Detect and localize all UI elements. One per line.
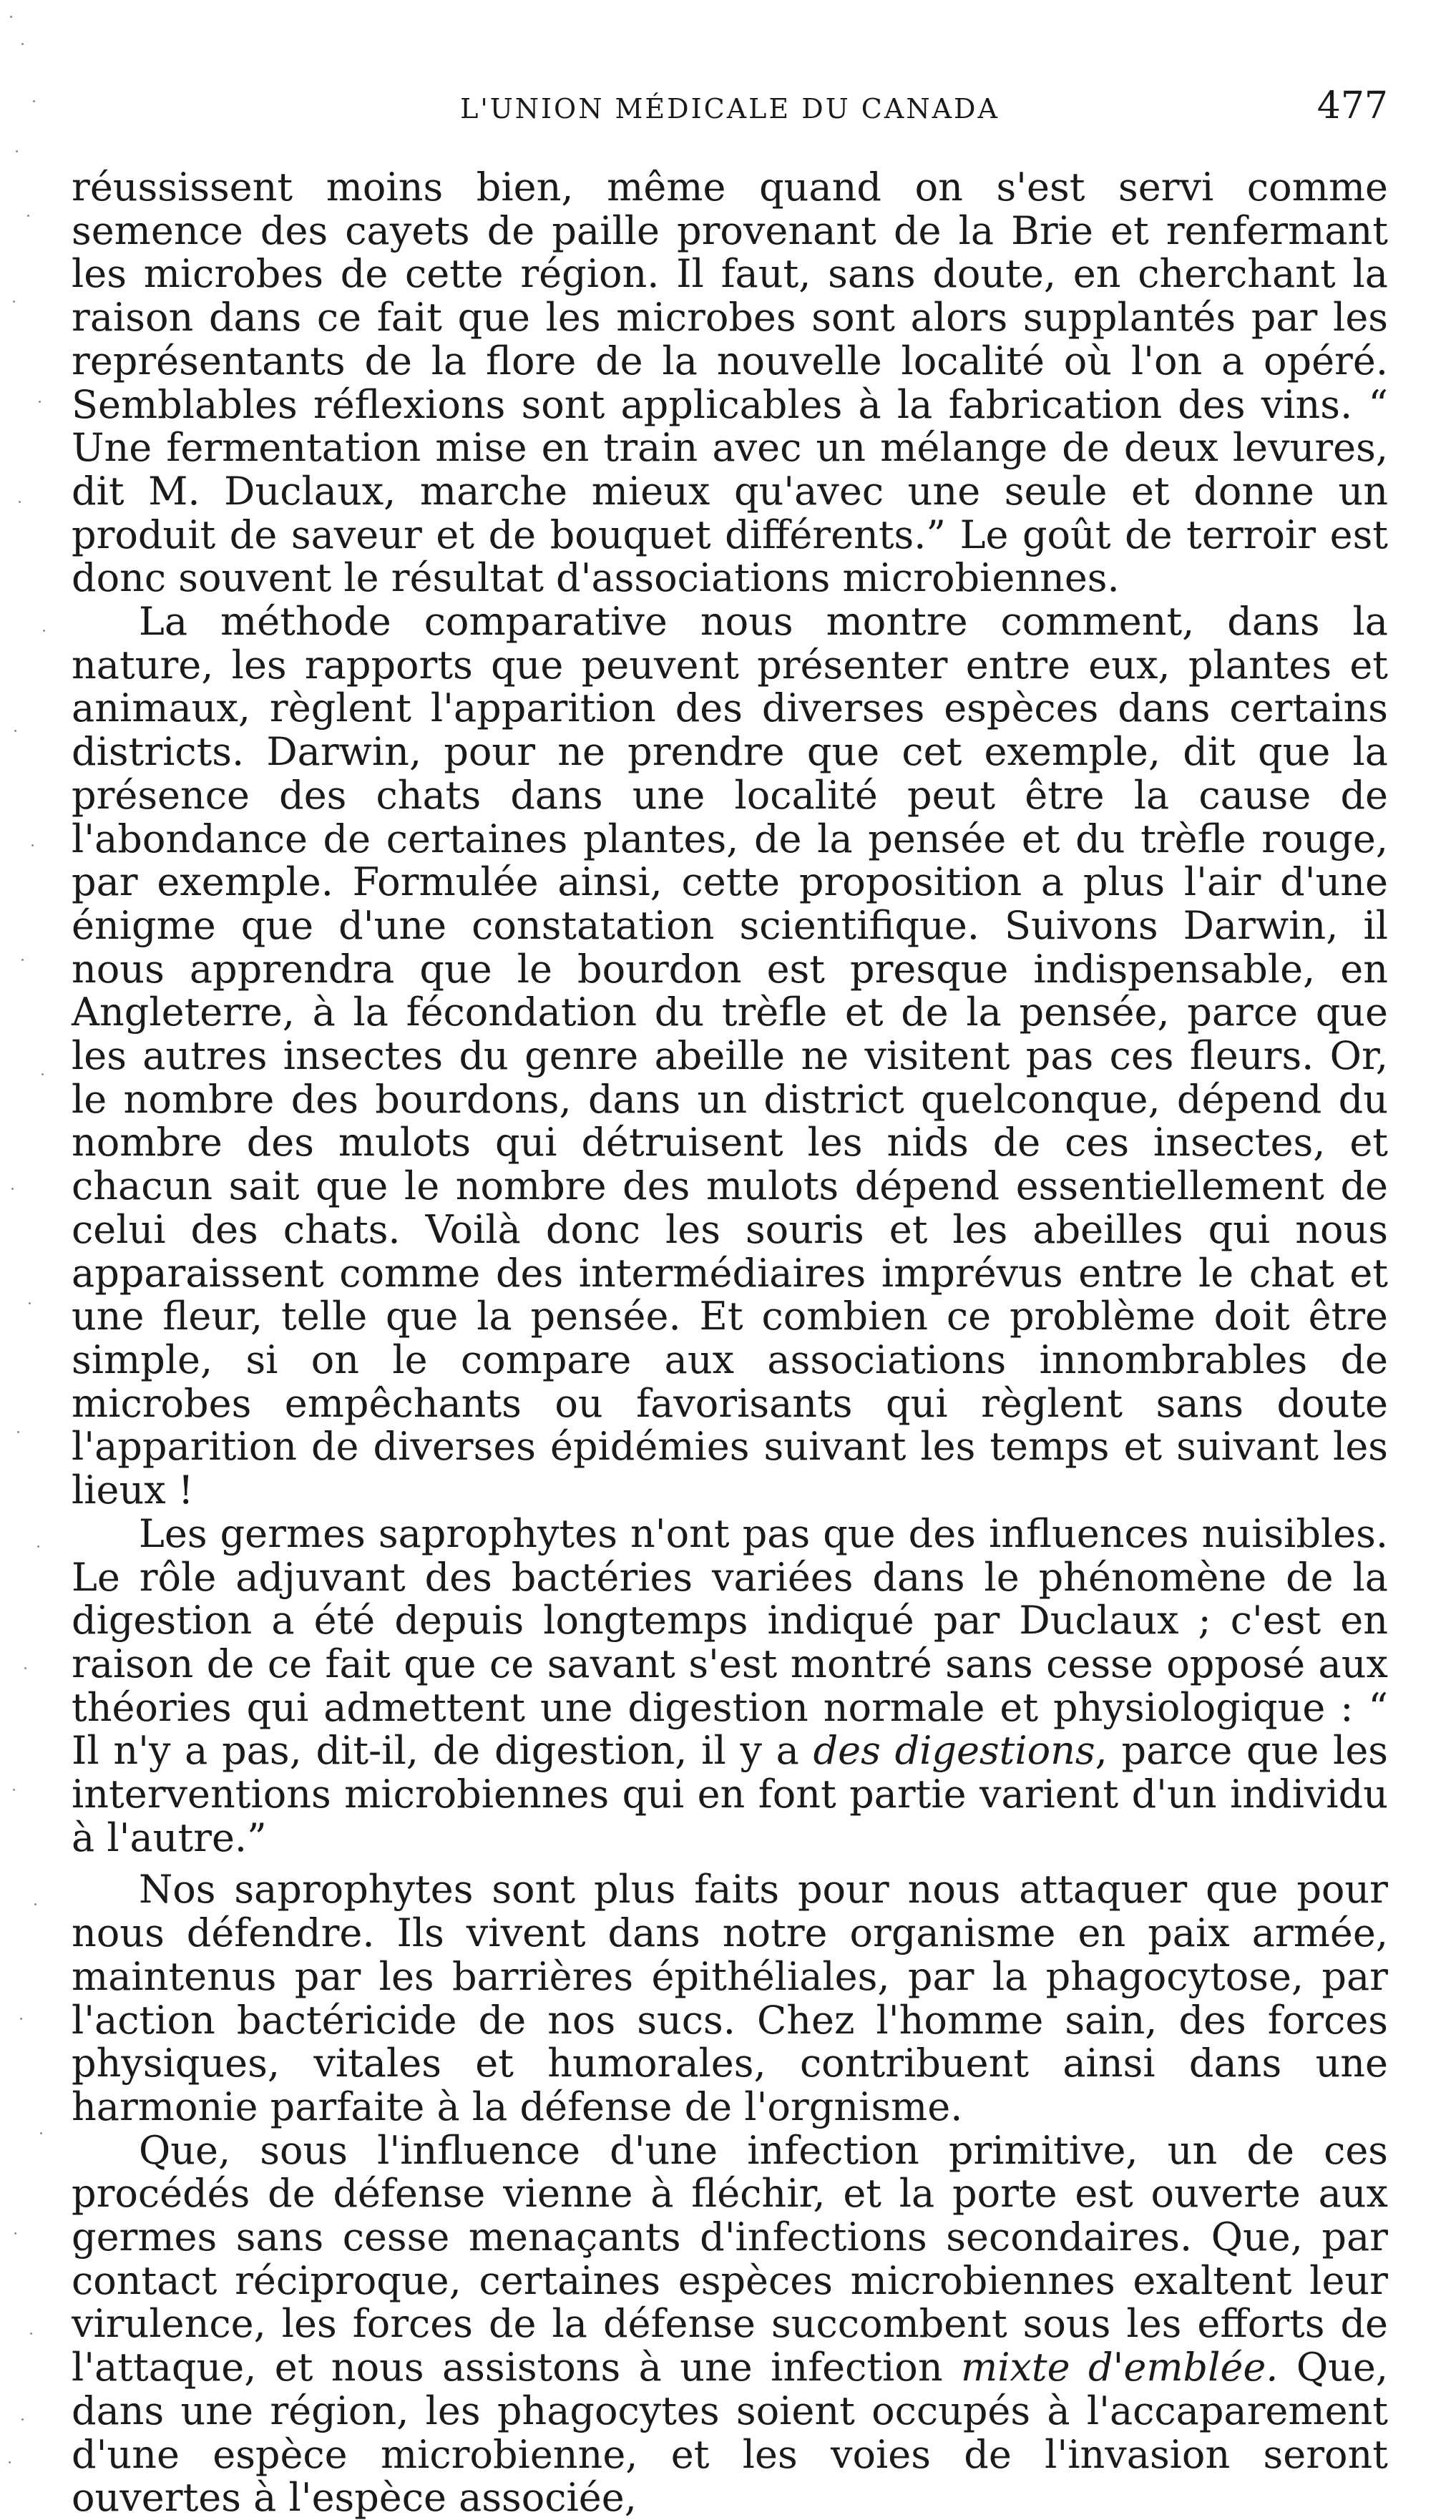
paragraph-2: La méthode comparative nous montre comment, dans la nature, les rapports que peuvent présenter entre eux, plantes et animaux, règlent l'apparition des diverses espèces dans certains districts. Darwin, pour ne prendre que cet exemple, dit que la présence des chats dans une localité peut être la cause de l'abondance de certaines plantes, de la pensée et du trèfle rouge, par exemple. Formulée ainsi, cette proposition a plus l'air d'une énigme que d'une constatation scientifique. Suivons Darwin, il nous apprendra que le bourdon est presque indispensable, en Angleterre, à la fécondation du trèfle et de la pensée, parce que les autres insectes du genre abeille ne visitent pas ces fleurs. Or, le nombre des bourdons, dans un district quelconque, dépend du nombre des mulots qui détruisent les nids de ces insectes, et chacun sait que le nombre des mulots dépend essentiellement de celui des chats. Voilà donc les souris et les abeilles qui nous apparaissent comme des intermédiaires imprévus entre le chat et une fleur, telle que la pensée. Et combien ce problème doit être simple, si on le compare aux associations innombrables de microbes empêchants ou favorisants qui règlent sans doute l'apparition de diverses épidémies suivant les temps et suivant les lieux ! bbox=[72, 599, 1388, 1513]
paragraph-5-emphasis: mixte d'emblée. bbox=[960, 2345, 1279, 2390]
scan-speck bbox=[20, 2018, 22, 2020]
paragraph-5-text-before: Que, sous l'influence d'une infection primitive, un de ces procédés de défense vienne à fléchir, et la porte est ouverte aux germes sans cesse menaçants d'infections secondaires. Que, par contact réciproque, certaines espèces microbiennes exaltent leur virulence, les forces de la défense succombent sous les efforts de l'attaque, et nous assistons à une infection bbox=[72, 2127, 1388, 2390]
scan-speck bbox=[40, 2132, 42, 2134]
scan-speck bbox=[33, 100, 35, 102]
body-text bbox=[72, 166, 1388, 2520]
paragraph-1: réussissent moins bien, même quand on s'est servi comme semence des cayets de paille provenant de la Brie et renfermant les microbes de cette région. Il faut, sans doute, en cherchant la raison dans ce fait que les microbes sont alors supplantés par les représentants de la flore de la nouvelle localité où l'on a opéré. Semblables réflexions sont applicables à la fabrication des vins. “ Une fermentation mise en train avec un mélange de deux levures, dit M. Duclaux, marche mieux qu'avec une seule et donne un produit de saveur et de bouquet différents.” Le goût de terroir est donc souvent le résultat d'associations microbiennes. bbox=[72, 165, 1388, 601]
running-header bbox=[72, 84, 1388, 135]
scan-speck bbox=[29, 1302, 31, 1304]
paragraph-3 bbox=[72, 1510, 1388, 1860]
paragraph-5-text-after: Que, dans une région, les phagocytes soient occupés à l'accaparement d'une espèce microbienne, et les voies de l'invasion seront ouvertes à l'espèce associée, bbox=[72, 2345, 1389, 2520]
scan-speck bbox=[21, 43, 24, 45]
scan-speck bbox=[43, 630, 45, 632]
scan-speck bbox=[24, 1667, 26, 1669]
page-number: 477 bbox=[1316, 84, 1388, 127]
scan-speck bbox=[9, 2461, 11, 2463]
paragraph-4: Nos saprophytes sont plus faits pour nous attaquer que pour nous défendre. Ils vivent dans notre organisme en paix armée, maintenus par les barrières épithéliales, par la phagocytose, par l'action bactéricide de nos sucs. Chez l'homme sain, des forces physiques, vitales et humorales, contribuent ainsi dans une harmonie parfaite à la défense de l'orgnisme. bbox=[72, 1867, 1388, 2129]
paragraph-3-emphasis: des digestions bbox=[813, 1728, 1095, 1774]
scan-speck bbox=[13, 1789, 15, 1791]
paragraph-3-text-after: , parce que les interventions microbiennes qui en font partie varient d'un individu à l'autre.” bbox=[72, 1728, 1388, 1860]
scan-speck bbox=[21, 2418, 24, 2421]
scan-speck bbox=[37, 1545, 39, 1548]
scan-speck bbox=[16, 150, 18, 152]
scan-speck bbox=[14, 730, 16, 732]
scan-speck bbox=[13, 301, 15, 303]
scan-speck bbox=[21, 959, 24, 961]
scan-speck bbox=[41, 1073, 44, 1075]
scan-speck bbox=[17, 1431, 19, 1433]
paragraph-5 bbox=[72, 2129, 1388, 2520]
running-title: L'UNION MÉDICALE DU CANADA bbox=[460, 93, 1000, 124]
scan-speck bbox=[11, 1188, 14, 1190]
scan-speck bbox=[19, 501, 21, 503]
scan-margin-noise bbox=[0, 0, 64, 2490]
scan-speck bbox=[39, 401, 41, 403]
paragraph-3-text-before: Les germes saprophytes n'ont pas que des influences nuisibles. Le rôle adjuvant des bactéries variées dans le phénomène de la digestion a été depuis longtemps indiqué par Duclaux ; c'est en raison de ce fait que ce savant s'est montré sans cesse opposé aux théories qui admettent une digestion normale et physiologique : “ Il n'y a pas, dit-il, de digestion, il y a bbox=[72, 1510, 1388, 1774]
scan-speck bbox=[10, 16, 12, 18]
scan-speck bbox=[27, 215, 29, 217]
scan-speck bbox=[34, 1903, 36, 1905]
scan-speck bbox=[30, 2333, 32, 2335]
scan-speck bbox=[14, 2232, 16, 2235]
scan-speck bbox=[31, 844, 34, 846]
